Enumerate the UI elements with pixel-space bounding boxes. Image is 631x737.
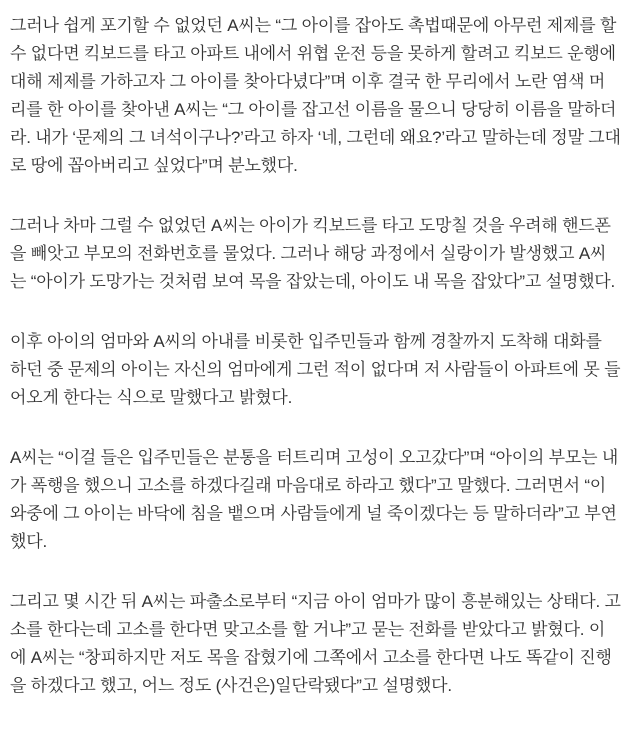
article-paragraph: 그러나 차마 그럴 수 없었던 A씨는 아이가 킥보드를 타고 도망칠 것을 우려해 핸드폰을 빼앗고 부모의 전화번호를 물었다. 그러나 해당 과정에서 실랑이가 발생했고 A씨는 “아이가 도망가는 것처럼 보여 목을 잡았는데, 아이도 내 목을 잡았다”고 설명했다. [10, 216, 616, 291]
article-paragraph: 이후 아이의 엄마와 A씨의 아내를 비롯한 입주민들과 함께 경찰까지 도착해 대화를 하던 중 문제의 아이는 자신의 엄마에게 그런 적이 없다며 저 사람들이 아파트에 못 들어오게 한다는 식으로 말했다고 밝혔다. [10, 332, 621, 407]
article-paragraph: A씨는 “이걸 들은 입주민들은 분통을 터트리며 고성이 오고갔다”며 “아이의 부모는 내가 폭행을 했으니 고소를 하겠다길래 마음대로 하라고 했다”고 말했다. 그러면서 “이 와중에 그 아이는 바닥에 침을 뱉으며 사람들에게 널 죽이겠다는 등 말하더라”고 부연했다. [10, 448, 619, 551]
article-paragraph: 그러나 쉽게 포기할 수 없었던 A씨는 “그 아이를 잡아도 촉법때문에 아무런 제제를 할 수 없다면 킥보드를 타고 아파트 내에서 위협 운전 등을 못하게 할려고 킥보드 운행에 대해 제제를 가하고자 그 아이를 찾아다녔다”며 이후 결국 한 무리에서 노란 염색 머리를 한 아이를 찾아낸 A씨는 “그 아이를 잡고선 이름을 물으니 당당히 이름을 말하더라. 내가 ‘문제의 그 녀석이구나?’라고 하자 ‘네, 그런데 왜요?’라고 말하는데 정말 그대로 땅에 꼽아버리고 싶었다”며 분노했다. [10, 16, 621, 175]
article-paragraph: 그리고 몇 시간 뒤 A씨는 파출소로부터 “지금 아이 엄마가 많이 흥분해있는 상태다. 고소를 한다는데 고소를 한다면 맞고소를 할 거냐”고 묻는 전화를 받았다고 밝혔다. 이에 A씨는 “창피하지만 저도 목을 잡혔기에 그쪽에서 고소를 한다면 나도 똑같이 진행을 하겠다고 했고, 어느 정도 (사건은)일단락됐다”고 설명했다. [10, 592, 621, 695]
